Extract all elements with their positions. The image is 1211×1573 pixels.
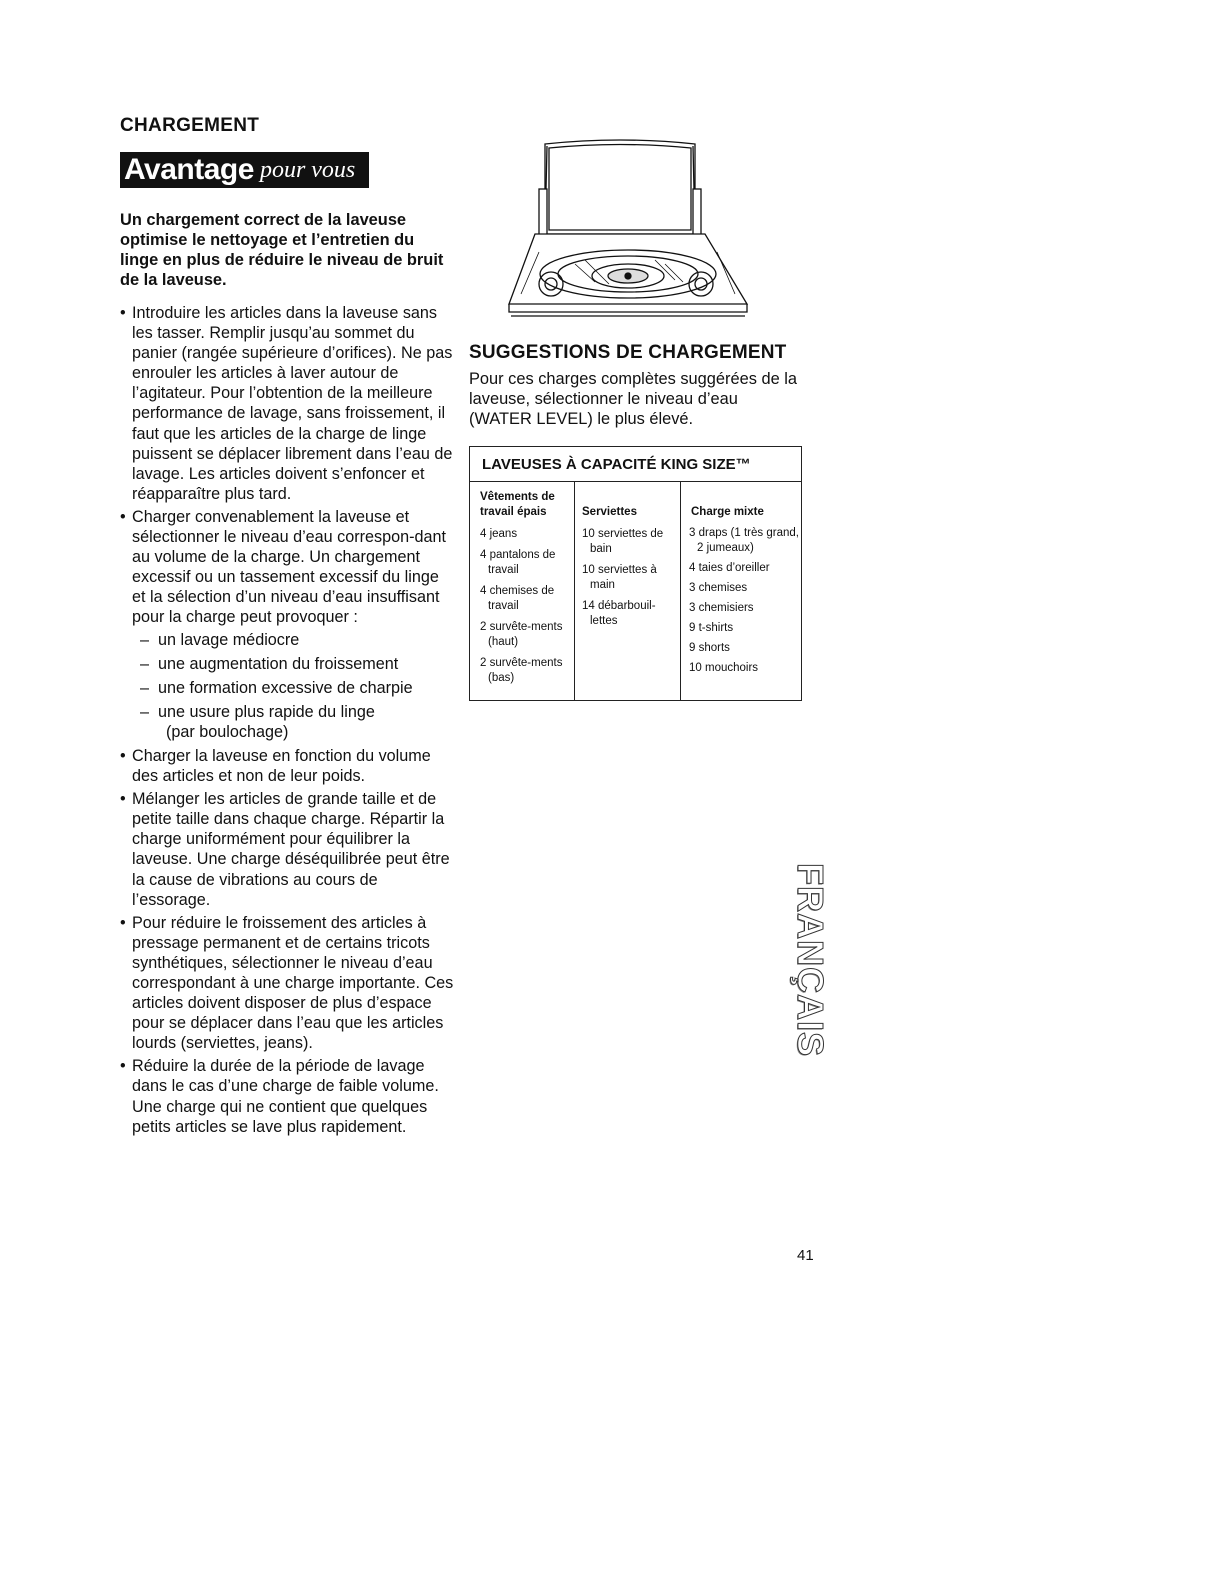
language-side-label: FRANÇAIS <box>790 863 831 1057</box>
table-item: 3 chemisiers <box>689 602 754 614</box>
washer-icon <box>505 134 755 320</box>
banner-sub-text: pour vous <box>259 156 356 183</box>
consequence-continuation: (par boulochage) <box>166 722 289 741</box>
consequence-item: – une augmentation du froissement <box>140 654 455 674</box>
table-column-heavy-workwear <box>470 482 575 701</box>
banner-main-text: Avantage <box>124 153 254 186</box>
tip-item <box>120 303 455 504</box>
consequence-item: – un lavage médiocre <box>140 630 455 650</box>
table-column-towels <box>575 482 681 701</box>
consequence-item: – une formation excessive de charpie <box>140 678 455 698</box>
table-item: 9 t-shirts <box>689 622 734 634</box>
tip-item <box>120 789 455 910</box>
tip-text: Réduire la durée de la période de lavage dans le cas d’une charge de faible volume. Une charge qui ne contient que quelques petits articles se lave plus rapidement. <box>132 1057 439 1136</box>
table-item: 14 débarbouil-lettes <box>582 600 656 627</box>
tip-item <box>120 913 455 1054</box>
tip-item <box>120 1056 455 1136</box>
table-column-mixed-load <box>681 482 801 701</box>
consequence-text: une usure plus rapide du linge <box>158 702 375 721</box>
washer-open-lid-illustration <box>505 134 755 325</box>
table-item: 4 pantalons de travail <box>480 549 556 576</box>
column-header: Vêtements de travail épais <box>480 491 555 518</box>
table-item: 10 mouchoirs <box>689 662 759 674</box>
table-item: 10 serviettes de bain <box>582 528 664 555</box>
tip-text: Charger convenablement la laveuse et sélectionner le niveau d’eau correspon-dant au volume de la charge. Un chargement excessif ou un tassement excessif du linge et la sélection d’un niveau d’eau insuffisant pour la charge peut provoquer : <box>132 507 447 627</box>
section-title: CHARGEMENT <box>120 115 260 136</box>
tip-text: Mélanger les articles de grande taille et de petite taille dans chaque charge. Répartir la charge uniformément pour équilibrer la laveuse. Une charge déséquilibrée peut être la cause de vibrations au cours de l’essorage. <box>132 790 450 909</box>
tip-text: Pour réduire le froissement des articles à pressage permanent et de certains tricots synthétiques, sélectionner le niveau d’eau correspondant à une charge importante. Ces articles doivent disposer de plus d’espace pour se déplacer dans l’eau que les articles lourds (serviettes, jeans). <box>132 913 454 1053</box>
consequence-item <box>140 702 455 742</box>
table-item: 3 chemises <box>689 582 748 594</box>
column-header: Serviettes <box>582 506 637 518</box>
avantage-banner <box>120 152 369 188</box>
table-title: LAVEUSES À CAPACITÉ KING SIZE™ <box>470 447 801 482</box>
suggestions-text: Pour ces charges complètes suggérées de la laveuse, sélectionner le niveau d’eau (WATER LEVEL) le plus élevé. <box>469 370 797 429</box>
load-suggestions-table <box>469 446 802 701</box>
table-item: 9 shorts <box>689 642 730 654</box>
table-item: 10 serviettes à main <box>582 564 657 591</box>
consequences-list <box>132 630 455 742</box>
tip-text: Introduire les articles dans la laveuse sans les tasser. Remplir jusqu’au sommet du panier (rangée supérieure d’orifices). Ne pas enrouler les articles à laver autour de l’agitateur. Pour l’obtention de la meilleure performance de lavage, sans froissement, il faut que les articles de la charge de linge puissent se déplacer librement dans l’eau de lavage. Les articles doivent s’enfoncer et réapparaître plus tard. <box>132 304 453 503</box>
language-side-tab <box>790 855 830 1065</box>
loading-tips-list <box>120 303 455 1140</box>
tip-item <box>120 507 455 742</box>
table-item: 4 taies d’oreiller <box>689 562 770 574</box>
intro-paragraph: Un chargement correct de la laveuse optimise le nettoyage et l’entretien du linge en plus de réduire le niveau de bruit de la laveuse. <box>120 211 444 289</box>
table-item: 4 chemises de travail <box>480 585 555 612</box>
tip-item <box>120 746 455 786</box>
suggestions-title: SUGGESTIONS DE CHARGEMENT <box>469 342 787 363</box>
table-item: 4 jeans <box>480 528 518 540</box>
table-item: 2 survête-ments (haut) <box>480 621 563 648</box>
table-item: 2 survête-ments (bas) <box>480 657 563 684</box>
tip-text: Charger la laveuse en fonction du volume des articles et non de leur poids. <box>132 746 431 786</box>
page-number: 41 <box>797 1247 814 1264</box>
table-item: 3 draps (1 très grand, 2 jumeaux) <box>689 527 799 554</box>
column-header: Charge mixte <box>691 506 764 518</box>
